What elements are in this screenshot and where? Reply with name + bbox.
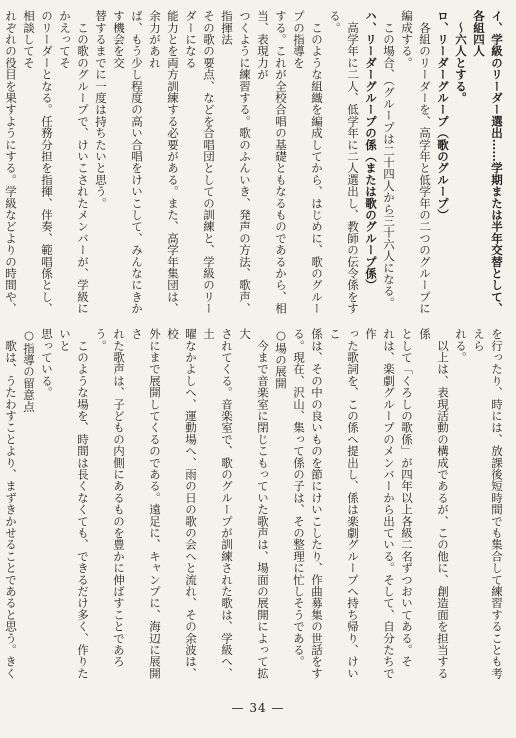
lower-text-block [4, 328, 506, 688]
text-line: つくように練習する。歌のふんいき、発声の方法、歌声、指揮法 [220, 10, 252, 315]
text-line: この歌のグループで、けいこされたメンバーが、学級にかえってそ [58, 10, 90, 315]
text-line: イ、学級のリーダー選出……学期または半年交替として、各組四人 [472, 10, 504, 315]
text-line: その歌の要点、などを合唱団としての訓練と、学級のリーダーになる [184, 10, 216, 315]
text-line: このような組織を編成してから、はじめに、歌のグループの指導を [292, 10, 324, 315]
page-number: — 34 — [231, 701, 285, 715]
text-line: る。現在、沢山、集って係の子は、その整理に忙しそうである。 [292, 328, 306, 668]
text-line: このような場を、時間は長くなくても、できるだけ多く、作りたいと [58, 328, 90, 679]
upper-text-block [4, 10, 506, 322]
text-line: れぞれの役目を果すようにする。学級などよりの時間や、 [4, 10, 18, 315]
text-line: ハ、リーダーグループの係（または歌のグループ係） [364, 10, 378, 291]
text-line: ○指導の留意点 [22, 328, 36, 413]
text-line: 替するまでに一度は持ちたいと思う。 [94, 10, 108, 209]
text-line: ば、もう少し程度の高い合唱をけいこして、みんなにきかす機会を交 [112, 10, 144, 315]
text-line: った歌詞を、この係へ提出し、係は楽劇グループへ持ち帰り、けいこ [328, 328, 360, 679]
text-line: 高学年に二人、低学年に二人選出し、教師の伝令係をする。 [328, 10, 360, 315]
text-line: この場合、（グループは二十四人から三十六人になる。 [382, 10, 396, 309]
text-line: 曜なかよしへ、運動場へ、雨の日の歌の会へと流れ、その余波は、校 [166, 328, 198, 679]
text-line: する。これが全校合唱の基礎ともなるものであるから、相当、表現力が [256, 10, 288, 315]
text-line: 以上は、表現活動の構成であるが、この他に、創造面を担当する係 [418, 328, 450, 679]
text-line: ○場の展開 [274, 328, 288, 389]
text-line: 歌は、うたわすことより、まずきかせることであると思う。きく [4, 339, 18, 679]
text-line: 外にまで展開してくるのである。遠足に、キャンプに、海辺に展開さ [130, 328, 162, 679]
text-line: 各組のリーダーを、高学年と低学年の二つのグループに編成する。 [400, 10, 432, 315]
text-line: されてくる。音楽室で、歌のグループが訓練された歌は、学級へ、土 [202, 328, 234, 679]
text-line: 思っている。 [40, 328, 54, 399]
text-line: として「くろしの歌係」が四年以上各級二名ずつおいてある。そ [400, 328, 414, 668]
text-line: ロ、リーダーグループ（歌のグループ） [436, 10, 450, 221]
text-line: 〜六人とする。 [454, 10, 468, 104]
text-line: れた歌声は、子どもの内側にあるものを豊かに伸ばすことであろう。 [94, 328, 126, 668]
text-line: を行ったり、時には、放課後短時間でも集合して練習することも考えら [472, 328, 504, 679]
text-line: 能力とを両方訓練する必要がある。また、高学年集団は、余力があれ [148, 10, 180, 315]
text-line: 今まで音楽室に閉じこもっていた歌声は、場面の展開によって拡大 [238, 328, 270, 679]
text-line: れる。 [454, 328, 468, 364]
text-line: れは、楽劇グループのメンバーから出ている。そして、自分たちで作 [364, 328, 396, 679]
text-line: のリーダーとなる。任務分担を指揮、伴奏、範唱係とし、相談してそ [22, 10, 54, 315]
text-line: 係は、その中の良いものを節にけいこしたり、作曲募集の世話をす [310, 328, 324, 679]
